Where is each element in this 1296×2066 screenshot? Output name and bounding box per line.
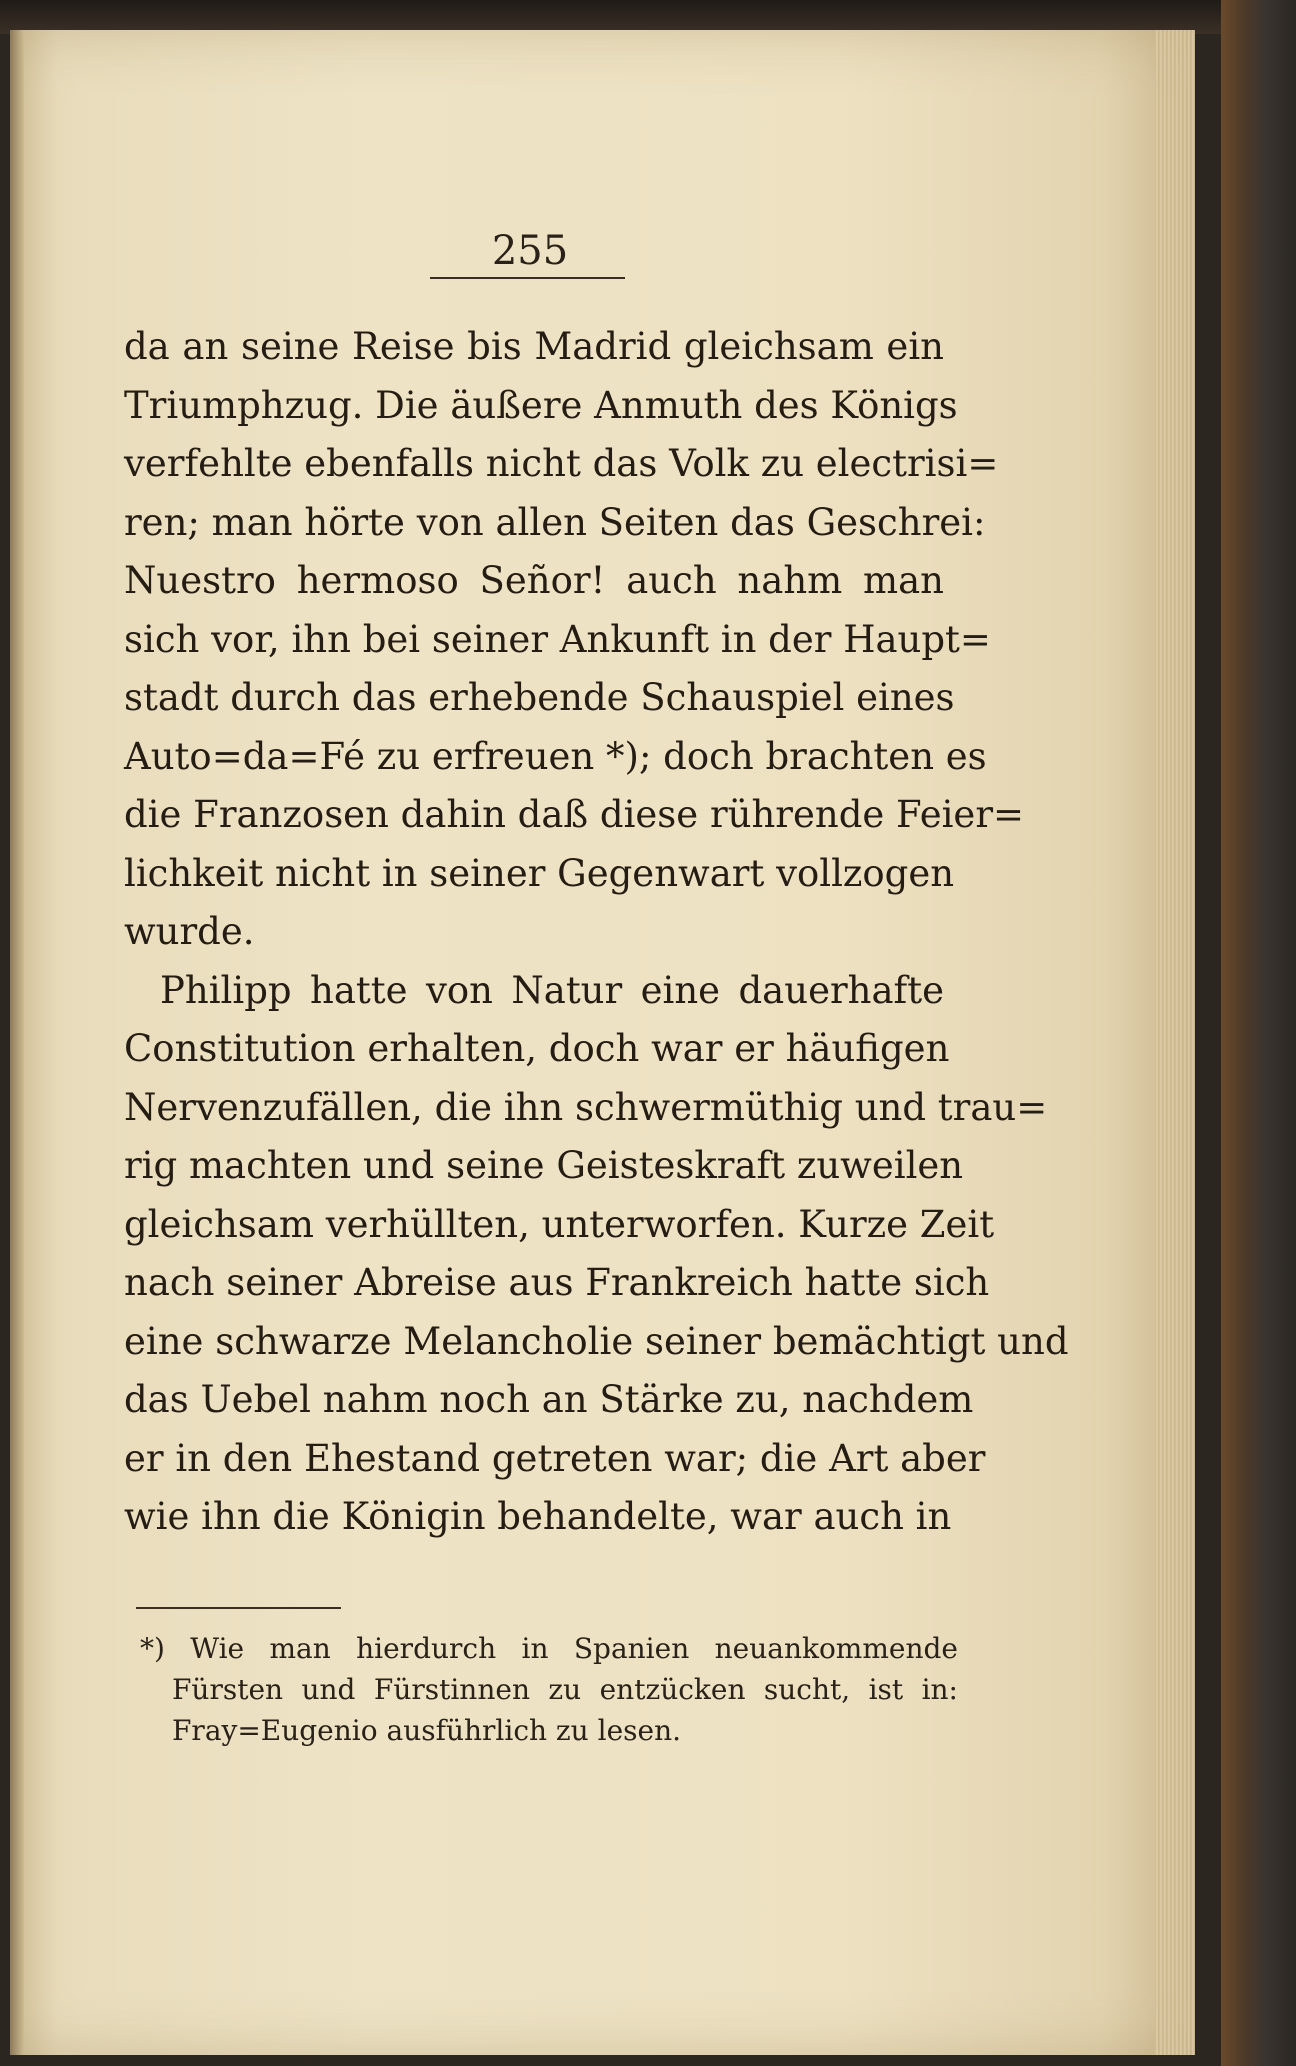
footnote: [140, 1628, 958, 1751]
body-text: [124, 318, 1069, 1547]
footnote-line: *) Wie man hierdurch in Spanien neuankommende: [140, 1632, 958, 1665]
text-line: die Franzosen dahin daß diese rührende Feier=: [124, 793, 1025, 836]
text-line: stadt durch das erhebende Schauspiel eines: [124, 676, 955, 719]
text-line: wurde.: [124, 910, 255, 953]
text-line: er in den Ehestand getreten war; die Art aber: [124, 1436, 986, 1480]
page-number: 255: [491, 228, 569, 274]
text-line: Philipp hatte von Natur eine dauerhafte: [160, 968, 944, 1012]
text-line: Auto=da=Fé zu erfreuen *); doch brachten es: [124, 734, 987, 778]
footnote-rule: [136, 1607, 341, 1609]
text-line: lichkeit nicht in seiner Gegenwart vollzogen: [124, 851, 955, 895]
text-line: Nervenzufällen, die ihn schwermüthig und trau=: [124, 1085, 1048, 1129]
footnote-line: Fürsten und Fürstinnen zu entzücken sucht, ist in:: [172, 1673, 958, 1706]
text-line: Nuestro hermoso Señor! auch nahm man: [124, 559, 944, 602]
text-line: Triumphzug. Die äußere Anmuth des Königs: [124, 383, 958, 427]
book-cover-top: [0, 0, 1296, 34]
page-edge: [1155, 30, 1195, 2055]
text-line: verfehlte ebenfalls nicht das Volk zu electrisi=: [124, 442, 999, 485]
header-rule: [430, 277, 625, 279]
text-line: da an seine Reise bis Madrid gleichsam ein: [124, 325, 944, 368]
text-line: wie ihn die Königin behandelte, war auch in: [124, 1495, 952, 1538]
text-line: nach seiner Abreise aus Frankreich hatte sich: [124, 1261, 990, 1304]
text-line: das Uebel nahm noch an Stärke zu, nachdem: [124, 1378, 974, 1421]
text-line: eine schwarze Melancholie seiner bemächtigt und: [124, 1319, 1069, 1363]
page-gutter: [10, 30, 24, 2055]
text-line: ren; man hörte von allen Seiten das Geschrei:: [124, 500, 986, 544]
text-line: sich vor, ihn bei seiner Ankunft in der Haupt=: [124, 617, 991, 661]
text-line: gleichsam verhüllten, unterworfen. Kurze Zeit: [124, 1202, 995, 1246]
footnote-line: Fray=Eugenio ausführlich zu lesen.: [172, 1714, 682, 1747]
book-cover-right: [1221, 0, 1296, 2066]
text-line: Constitution erhalten, doch war er häufigen: [124, 1027, 950, 1070]
text-line: rig machten und seine Geisteskraft zuweilen: [124, 1144, 964, 1187]
